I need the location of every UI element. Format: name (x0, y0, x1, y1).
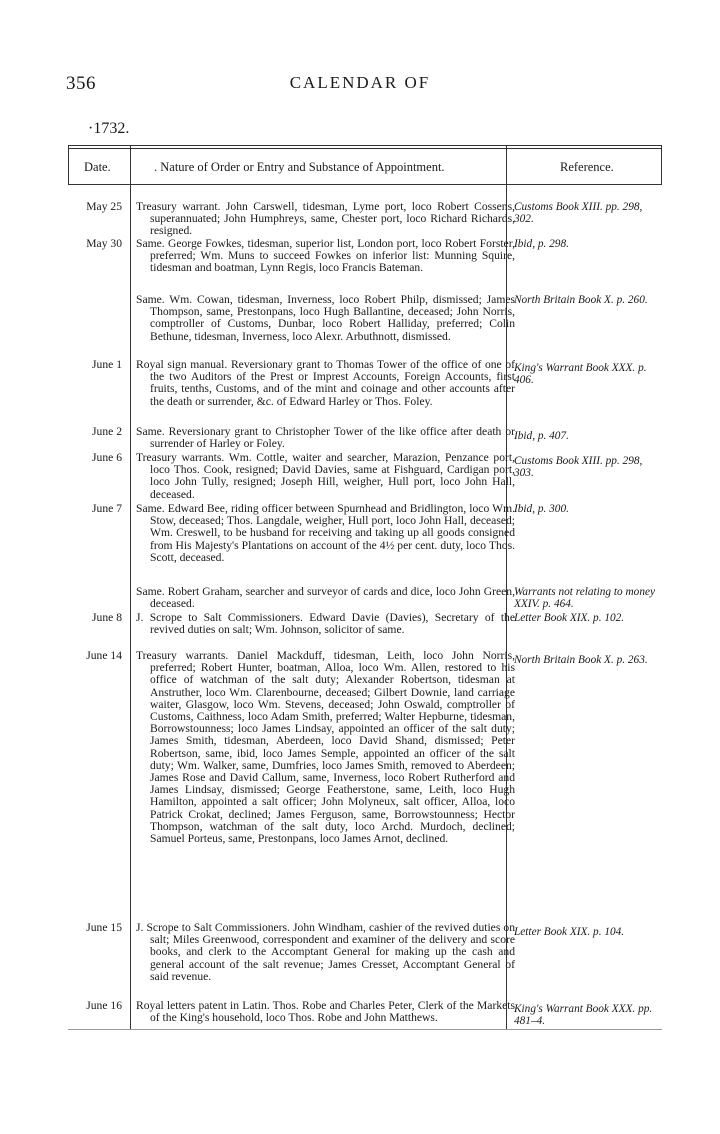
entry-reference: Customs Book XIII. pp. 298, 302. (514, 201, 643, 226)
year-heading: ·1732. (88, 120, 130, 137)
entry-reference: King's Warrant Book XXX. p. 406. (514, 362, 647, 387)
table-bottom-rule (68, 1029, 662, 1030)
entry-date: June 8 (92, 611, 122, 624)
entry-reference: Customs Book XIII. pp. 298, 303. (514, 455, 643, 480)
entry-reference: King's Warrant Book XXX. pp. 481–4. (514, 1003, 653, 1028)
column-header-nature: . Nature of Order or Entry and Substance of Appointment. (154, 160, 445, 174)
entry-text: Royal letters patent in Latin. Thos. Robe and Charles Peter, Clerk of the Markets of the King's household, loco Thos. Robe and John Matthews. (136, 999, 515, 1025)
entry-text: J. Scrope to Salt Commissioners. John Windham, cashier of the revived duties on salt; Miles Greenwood, correspondent and examiner of the delivery and score books, and clerk to the Accomptant General for making up the cash and general account of the salt revenue; James Cresset, Accomptant General of said revenue. (136, 921, 515, 983)
entry-date: June 2 (92, 425, 122, 438)
entry-reference: North Britain Book X. p. 260. (514, 294, 648, 306)
entry-date: June 14 (86, 649, 122, 662)
entry-reference: Ibid, p. 407. (514, 430, 569, 442)
entry-text: Same. Reversionary grant to Christopher Tower of the like office after death or surrender of Harley or Foley. (136, 425, 515, 451)
entry-text: Same. Edward Bee, riding officer between Spurnhead and Bridlington, loco Wm. Stow, deceased; Thos. Langdale, weigher, Hull port, loco John Hall, deceased; Wm. Creswell, to be husband for receiving and taking up all goods consigned from His Majesty's Plantations on account of the 4½ per cent. duty, loco Thos. Scott, deceased. (136, 502, 515, 564)
table-top-rule (68, 145, 662, 146)
entry-text: J. Scrope to Salt Commissioners. Edward Davie (Davies), Secretary of the revived duties on salt; Wm. Johnson, solicitor of same. (136, 611, 515, 637)
entry-text: Royal sign manual. Reversionary grant to Thomas Tower of the office of one of the two Auditors of the Prest or Imprest Accounts, Foreign Accounts, first fruits, tenths, Customs, and of the mint and coinage and other accounts after the death or surrender, &c. of Edward Harley or Thos. Foley. (136, 358, 515, 408)
entry-reference: Warrants not relating to money XXIV. p. 464. (514, 586, 656, 611)
entry-text: Same. George Fowkes, tidesman, superior list, London port, loco Robert Forster, preferred; Wm. Muns to succeed Fowkes on inferior list: Munning Squire, tidesman and boatman, Lynn Regis, loco Francis Bateman. (136, 237, 515, 275)
entry-date: May 30 (86, 237, 122, 250)
column-header-reference: Reference. (560, 160, 614, 174)
table-top-rule-2 (68, 148, 662, 149)
entry-date: June 7 (92, 502, 122, 515)
page-number: 356 (66, 73, 96, 94)
header-bottom-rule (68, 184, 662, 185)
table-right-rule (661, 145, 662, 185)
entry-date: June 1 (92, 358, 122, 371)
entry-reference: Ibid, p. 300. (514, 503, 569, 515)
entry-text: Treasury warrants. Wm. Cottle, waiter and searcher, Marazion, Penzance port, loco Thos. Cook, resigned; David Davies, same at Fishguard, Cardigan port, loco John Tully, resigned; Joseph Hill, weigher, Hull port, loco John Hall, deceased. (136, 451, 515, 501)
entry-date: June 16 (86, 999, 122, 1012)
entry-text: Same. Robert Graham, searcher and surveyor of cards and dice, loco John Green, deceased. (136, 585, 515, 611)
running-head: CALENDAR OF (289, 73, 431, 92)
entry-text: Treasury warrants. Daniel Mackduff, tidesman, Leith, loco John Norris, preferred; Robert Hunter, boatman, Alloa, loco Wm. Allen, restored to his office of watchman of the salt duty; Alexander Robertson, tidesman at Anstruther, loco Wm. Clarenbourne, deceased; Gilbert Downie, land carriage waiter, Glasgow, loco Wm. Stevens, deceased; John Oswald, comptroller of Customs, Caithness, loco Adam Smith, preferred; Walter Hepburne, tidesman, Borrowstounness; loco James Lindsay, appointed an officer of the salt duty; James Smith, tidesman, Aberdeen, loco David Shand, dismissed; Peter Robertson, same, ibid, loco James Semple, appointed an officer of the salt duty; Wm. Walker, same, Dumfries, loco James Smith, removed to Aberdeen; James Rose and David Callum, same, Inverness, loco Robert Rutherford and James Lindsay, dismissed; George Featherstone, same, Leith, loco Hugh Hamilton, appointed a salt officer; John Molyneux, salt officer, Alloa, loco Patrick Crokat, declined; James Ferguson, same, Borrowstounness; Hector Thompson, watchman of the salt duty, loco Archd. Murdoch, declined; Samuel Porteus, same, Prestonpans, loco James Arnot, declined. (136, 649, 515, 846)
column-header-date: Date. (84, 160, 111, 174)
entry-text: Same. Wm. Cowan, tidesman, Inverness, loco Robert Philp, dismissed; James Thompson, same, Prestonpans, loco Hugh Ballantine, deceased; John Norris, comptroller of Customs, Dunbar, loco Robert Halliday, preferred; Colin Bethune, tidesman, Inverness, loco Alexr. Arbuthnott, dismissed. (136, 293, 515, 343)
entry-reference: Ibid, p. 298. (514, 238, 569, 250)
column-divider-1 (130, 145, 131, 1029)
entry-reference: Letter Book XIX. p. 104. (514, 926, 625, 938)
entry-text: Treasury warrant. John Carswell, tidesman, Lyme port, loco Robert Cossens, superannuated; John Humphreys, same, Chester port, loco Richard Richards, resigned. (136, 200, 515, 238)
entry-date: June 6 (92, 451, 122, 464)
entry-date: June 15 (86, 921, 122, 934)
entry-reference: North Britain Book X. p. 263. (514, 654, 648, 666)
table-left-rule (68, 145, 69, 185)
entry-reference: Letter Book XIX. p. 102. (514, 612, 625, 624)
entry-date: May 25 (86, 200, 122, 213)
